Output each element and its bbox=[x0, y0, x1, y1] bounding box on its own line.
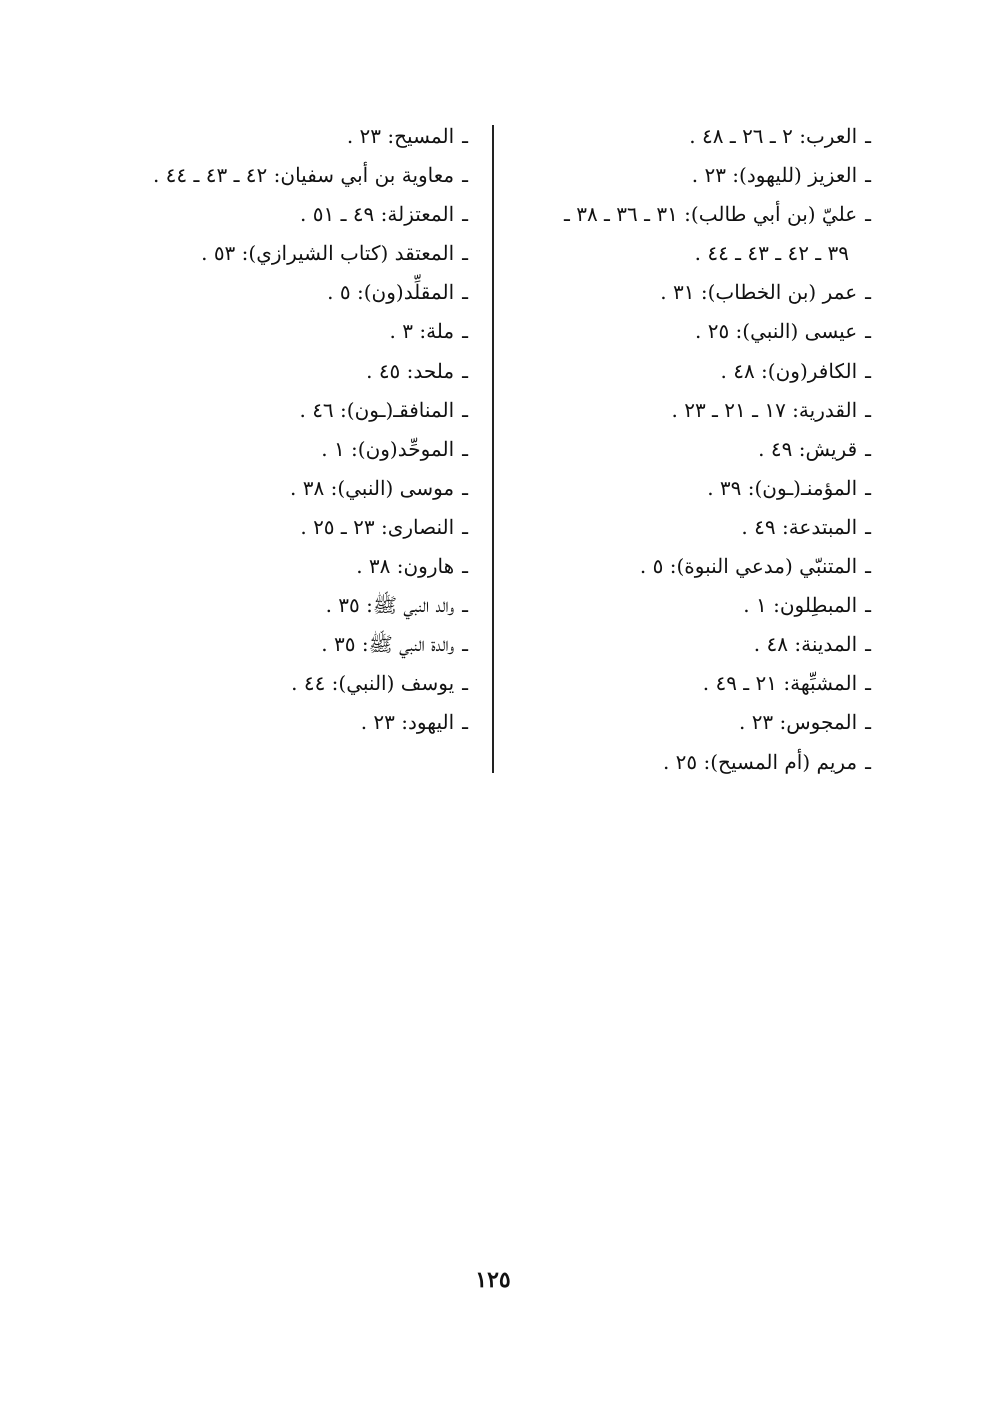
index-entry bbox=[93, 156, 468, 195]
index-entry bbox=[93, 469, 468, 508]
index-entry bbox=[501, 508, 871, 547]
entry-text: ٣٩ ـ ٤٢ ـ ٤٣ ـ ٤٤ . bbox=[694, 241, 849, 266]
entry-text: عيسى (النبي): ٢٥ . bbox=[695, 319, 858, 344]
entry-text: عمر (بن الخطاب): ٣١ . bbox=[660, 280, 858, 305]
entry-dash: ـ bbox=[865, 632, 871, 657]
entry-text: المنافقـ(ـون): ٤٦ . bbox=[299, 397, 455, 422]
entry-dash: ـ bbox=[865, 163, 871, 188]
index-entry bbox=[93, 391, 468, 430]
index-entry bbox=[501, 625, 871, 664]
entry-dash: ـ bbox=[865, 710, 871, 735]
entry-dash: ـ bbox=[462, 671, 468, 696]
index-entry bbox=[501, 703, 871, 742]
entry-dash: ـ bbox=[462, 436, 468, 461]
entry-text: العزيز (لليهود): ٢٣ . bbox=[691, 163, 858, 188]
entry-text: قريش: ٤٩ . bbox=[758, 436, 858, 461]
entry-dash: ـ bbox=[865, 749, 871, 774]
page-number: ١٢٥ bbox=[475, 1267, 511, 1293]
entry-text: والدة النبي ﷺ: ٣٥ . bbox=[321, 632, 455, 657]
entry-dash: ـ bbox=[865, 671, 871, 696]
index-entry bbox=[501, 273, 871, 312]
entry-text: العرب: ٢ ـ ٢٦ ـ ٤٨ . bbox=[689, 124, 858, 148]
entry-dash: ـ bbox=[462, 593, 468, 618]
index-entry bbox=[93, 508, 468, 547]
column-divider bbox=[492, 125, 494, 773]
index-column-left bbox=[93, 117, 468, 743]
entry-dash: ـ bbox=[865, 475, 871, 500]
entry-text: اليهود: ٢٣ . bbox=[360, 710, 455, 735]
entry-dash: ـ bbox=[462, 124, 468, 148]
index-entry bbox=[501, 312, 871, 351]
entry-dash: ـ bbox=[865, 202, 871, 227]
entry-dash: ـ bbox=[462, 163, 468, 188]
entry-text: عليّ (بن أبي طالب): ٣١ ـ ٣٦ ـ ٣٨ ـ bbox=[563, 202, 858, 227]
entry-text: يوسف (النبي): ٤٤ . bbox=[291, 671, 455, 696]
entry-text: الموحِّد(ون): ١ . bbox=[321, 436, 455, 461]
entry-text: المقلِّد(ون): ٥ . bbox=[327, 280, 455, 305]
index-entry bbox=[93, 312, 468, 351]
entry-text: المعتقد (كتاب الشيرازي): ٥٣ . bbox=[201, 241, 455, 266]
entry-text: ملحد: ٤٥ . bbox=[366, 358, 455, 383]
entry-dash: ـ bbox=[462, 241, 468, 266]
entry-text: موسى (النبي): ٣٨ . bbox=[290, 475, 455, 500]
entry-dash: ـ bbox=[865, 397, 871, 422]
entry-dash: ـ bbox=[865, 124, 871, 148]
entry-dash: ـ bbox=[865, 319, 871, 344]
entry-dash: ـ bbox=[865, 554, 871, 579]
index-entry bbox=[501, 547, 871, 586]
index-entry bbox=[501, 156, 871, 195]
entry-text: والد النبي ﷺ: ٣٥ . bbox=[325, 593, 455, 618]
entry-text: المبتدعة: ٤٩ . bbox=[741, 514, 858, 539]
index-entry bbox=[93, 195, 468, 234]
index-entry-continuation bbox=[501, 234, 871, 273]
entry-text: القدرية: ١٧ ـ ٢١ ـ ٢٣ . bbox=[671, 397, 858, 422]
entry-text: المسيح: ٢٣ . bbox=[346, 124, 455, 148]
index-entry bbox=[501, 430, 871, 469]
entry-dash: ـ bbox=[462, 554, 468, 579]
index-column-right bbox=[501, 117, 871, 782]
index-entry bbox=[501, 743, 871, 782]
entry-text: النصارى: ٢٣ ـ ٢٥ . bbox=[300, 514, 455, 539]
entry-text: هارون: ٣٨ . bbox=[356, 554, 455, 579]
entry-text: المبطِلون: ١ . bbox=[743, 593, 858, 618]
index-entry bbox=[93, 273, 468, 312]
index-entry bbox=[93, 586, 468, 625]
index-entry bbox=[93, 430, 468, 469]
entry-dash: ـ bbox=[462, 358, 468, 383]
entry-dash: ـ bbox=[865, 593, 871, 618]
index-entry bbox=[501, 391, 871, 430]
entry-dash: ـ bbox=[462, 319, 468, 344]
entry-dash: ـ bbox=[462, 514, 468, 539]
index-entry bbox=[93, 703, 468, 742]
index-entry bbox=[93, 625, 468, 664]
index-entry bbox=[93, 234, 468, 273]
entry-dash: ـ bbox=[865, 358, 871, 383]
entry-text: المدينة: ٤٨ . bbox=[753, 632, 858, 657]
index-entry bbox=[501, 195, 871, 234]
index-entry bbox=[93, 664, 468, 703]
entry-dash: ـ bbox=[462, 280, 468, 305]
index-entry bbox=[501, 117, 871, 156]
entry-dash: ـ bbox=[462, 397, 468, 422]
entry-dash: ـ bbox=[462, 475, 468, 500]
entry-dash: ـ bbox=[462, 202, 468, 227]
entry-text: المعتزلة: ٤٩ ـ ٥١ . bbox=[300, 202, 455, 227]
entry-text: المجوس: ٢٣ . bbox=[738, 710, 858, 735]
index-entry bbox=[501, 586, 871, 625]
entry-dash: ـ bbox=[462, 710, 468, 735]
index-entry bbox=[501, 469, 871, 508]
entry-dash: ـ bbox=[865, 280, 871, 305]
index-entry bbox=[93, 117, 468, 156]
entry-text: معاوية بن أبي سفيان: ٤٢ ـ ٤٣ ـ ٤٤ . bbox=[152, 163, 455, 188]
index-entry bbox=[501, 664, 871, 703]
entry-dash: ـ bbox=[865, 436, 871, 461]
entry-dash: ـ bbox=[865, 514, 871, 539]
index-entry bbox=[93, 547, 468, 586]
index-entry bbox=[93, 352, 468, 391]
entry-text: المتنبّي (مدعي النبوة): ٥ . bbox=[639, 554, 858, 579]
entry-text: المشبِّهة: ٢١ ـ ٤٩ . bbox=[702, 671, 858, 696]
entry-text: المؤمنـ(ـون): ٣٩ . bbox=[707, 475, 858, 500]
entry-text: مريم (أم المسيح): ٢٥ . bbox=[662, 749, 858, 774]
index-entry bbox=[501, 352, 871, 391]
entry-text: ملة: ٣ . bbox=[389, 319, 455, 344]
entry-dash: ـ bbox=[462, 632, 468, 657]
entry-text: الكافر(ون): ٤٨ . bbox=[720, 358, 858, 383]
